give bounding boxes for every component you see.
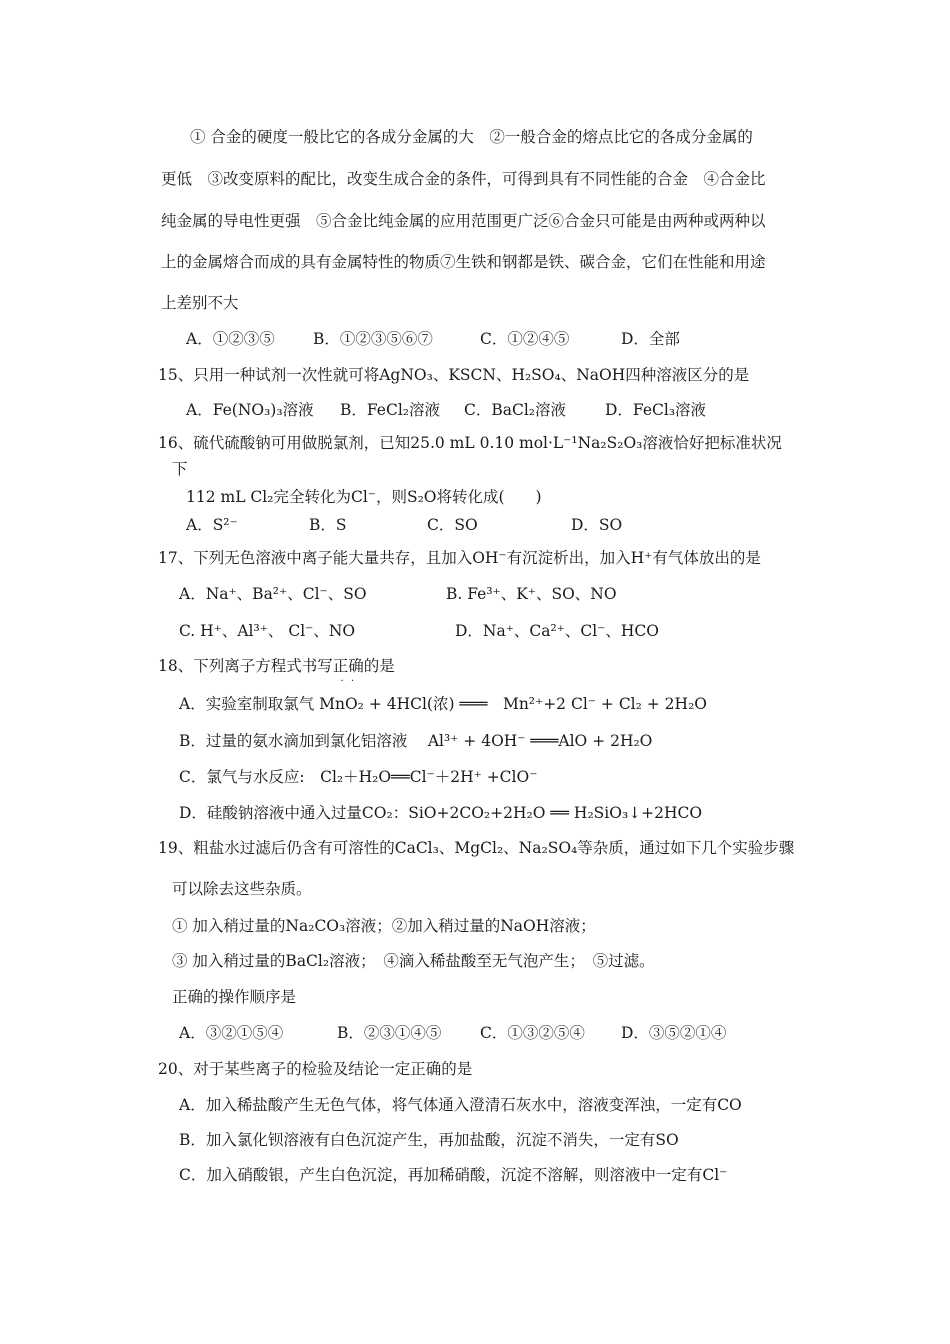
- q17-option-b: B. Fe³⁺、K⁺、SO、NO: [446, 585, 617, 603]
- q14-line-1: ① 合金的硬度一般比它的各成分金属的大 ②一般合金的熔点比它的各成分金属的: [190, 128, 753, 146]
- q16-line-3: 112 mL Cl₂完全转化为Cl⁻，则S₂O将转化成( ): [186, 488, 542, 506]
- q16-option-b: B．S: [309, 516, 347, 534]
- q18-stem-suffix: 的是: [363, 657, 395, 675]
- q19-line-4: ③ 加入稍过量的BaCl₂溶液； ④滴入稀盐酸至无气泡产生； ⑤过滤。: [172, 952, 655, 970]
- q19-option-b: B．②③①④⑤: [337, 1024, 442, 1042]
- q19-line-5: 正确的操作顺序是: [172, 988, 297, 1006]
- q16-line-2: 下: [172, 460, 188, 478]
- q17-option-c: C. H⁺、Al³⁺、 Cl⁻、NO: [179, 622, 356, 640]
- q18-option-a: A．实验室制取氯气 MnO₂ + 4HCl(浓) ═══ Mn²⁺+2 Cl⁻ + Cl₂ + 2H₂O: [179, 695, 707, 713]
- q18-option-b: B．过量的氨水滴加到氯化铝溶液 Al³⁺ + 4OH⁻ ═══AlO + 2H₂O: [179, 732, 653, 750]
- q14-line-3: 纯金属的导电性更强 ⑤合金比纯金属的应用范围更广泛⑥合金只可能是由两种或两种以: [161, 212, 766, 230]
- q19-option-c: C．①③②⑤④: [480, 1024, 585, 1042]
- q18-option-c: C．氯气与水反应: Cl₂＋H₂O══Cl⁻＋2H⁺ +ClO⁻: [179, 768, 538, 786]
- q18-option-d: D．硅酸钠溶液中通入过量CO₂：SiO+2CO₂+2H₂O ══ H₂SiO₃↓+2HCO: [179, 804, 703, 822]
- q18-stem: [158, 656, 395, 676]
- q14-option-d: D．全部: [621, 330, 680, 348]
- q16-option-d: D．SO: [571, 516, 623, 534]
- q17-option-a: A．Na⁺、Ba²⁺、Cl⁻、SO: [179, 585, 367, 603]
- q16-line-1: 16、硫代硫酸钠可用做脱氯剂，已知25.0 mL 0.10 mol·L⁻¹Na₂S₂O₃溶液恰好把标准状况: [158, 434, 782, 452]
- q15-stem: 15、只用一种试剂一次性就可将AgNO₃、KSCN、H₂SO₄、NaOH四种溶液区分的是: [158, 366, 750, 384]
- q16-option-c: C．SO: [427, 516, 478, 534]
- q15-option-d: D．FeCl₃溶液: [605, 401, 707, 419]
- q20-option-c: C．加入硝酸银，产生白色沉淀，再加稀硝酸，沉淀不溶解，则溶液中一定有Cl⁻: [179, 1166, 728, 1184]
- q17-stem: 17、下列无色溶液中离子能大量共存，且加入OH⁻有沉淀析出，加入H⁺有气体放出的是: [158, 549, 761, 567]
- q20-stem: 20、对于某些离子的检验及结论一定正确的是: [158, 1060, 473, 1078]
- q18-stem-emphasis: 正确 · ·: [333, 657, 364, 675]
- q20-option-b: B．加入氯化钡溶液有白色沉淀产生，再加盐酸，沉淀不消失，一定有SO: [179, 1131, 679, 1149]
- q19-line-2: 可以除去这些杂质。: [172, 880, 312, 898]
- q19-option-d: D．③⑤②①④: [621, 1024, 727, 1042]
- q14-line-5: 上差别不大: [161, 294, 239, 312]
- q15-option-b: B．FeCl₂溶液: [340, 401, 441, 419]
- q19-line-3: ① 加入稍过量的Na₂CO₃溶液；②加入稍过量的NaOH溶液；: [172, 917, 596, 935]
- q16-option-a: A．S²⁻: [186, 516, 238, 534]
- q14-line-4: 上的金属熔合而成的具有金属特性的物质⑦生铁和钢都是铁、碳合金，它们在性能和用途: [161, 253, 766, 271]
- q17-option-d: D．Na⁺、Ca²⁺、Cl⁻、HCO: [455, 622, 659, 640]
- q15-option-a: A．Fe(NO₃)₃溶液: [186, 401, 314, 419]
- q14-option-b: B．①②③⑤⑥⑦: [313, 330, 433, 348]
- q18-stem-prefix: 18、下列离子方程式书写: [158, 657, 333, 675]
- q14-option-a: A．①②③⑤: [186, 330, 275, 348]
- q14-option-c: C．①②④⑤: [480, 330, 570, 348]
- q19-line-1: 19、粗盐水过滤后仍含有可溶性的CaCl₃、MgCl₂、Na₂SO₄等杂质，通过如下几个实验步骤: [158, 839, 795, 857]
- q20-option-a: A．加入稀盐酸产生无色气体，将气体通入澄清石灰水中，溶液变浑浊，一定有CO: [179, 1096, 742, 1114]
- q15-option-c: C．BaCl₂溶液: [464, 401, 567, 419]
- q19-option-a: A．③②①⑤④: [179, 1024, 284, 1042]
- q14-line-2: 更低 ③改变原料的配比，改变生成合金的条件，可得到具有不同性能的合金 ④合金比: [161, 170, 766, 188]
